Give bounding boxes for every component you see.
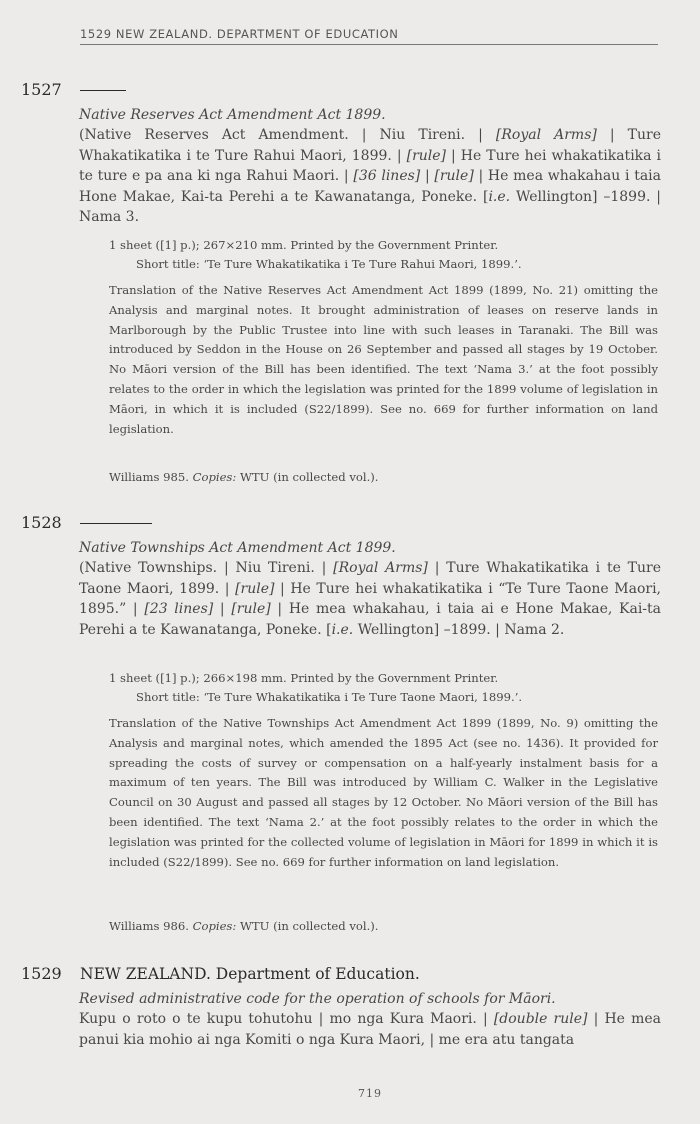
entry-description: Kupu o roto o te kupu tohutohu | mo nga Kura Maori. | [double rule] | He mea panui kia mohio ai nga Komiti o nga Kura Maori, | me era atu tangata: [79, 1011, 662, 1048]
short-title: Short title: ‘Te Ture Whakatikatika i Te Ture Taone Maori, 1899.’.: [136, 690, 523, 704]
entry-note: Translation of the Native Townships Act Amendment Act 1899 (1899, No. 9) omitting the Analysis and marginal notes, which amended the 1895 Act (see no. 1436). It provided for spreading the costs of survey or compensation on a half-yearly instalment basis for a maximum of ten years. The Bill was introduced by William C. Walker in the Legislative Council on 30 August and passed all stages by 12 October. No Māori version of the Bill has been identified. The text ‘Nama 2.’ at the foot possibly relates to the order in which the legislation was printed for the collected volume of legislation in Māori for 1899 in which it is included (S22/1899). See no. 669 for further information on land legislation.: [109, 716, 658, 869]
entry-references: Williams 985. Copies: WTU (in collected vol.).: [109, 470, 379, 484]
short-title: Short title: ‘Te Ture Whakatikatika i Te Ture Rahui Maori, 1899.’.: [136, 257, 522, 271]
physical-description: 1 sheet ([1] p.); 267×210 mm. Printed by the Government Printer.: [109, 238, 499, 252]
author-dash: [80, 523, 152, 524]
entry-description: (Native Reserves Act Amendment. | Niu Tireni. | [Royal Arms] | Ture Whakatikatika i te Ture Rahui Maori, 1899. | [rule] | He Ture hei whakatikatika i te ture e pa ana ki nga Rahui Maori. | [36 lines] | [rule] | He mea whakahau i taia Hone Makae, Kai-ta Perehi a te Kawanatanga, Poneke. [i.e. Wellington] –1899. | Nama 3.: [79, 127, 662, 225]
entry-heading: NEW ZEALAND. Department of Education.: [80, 965, 420, 983]
entry-title: Native Townships Act Amendment Act 1899.: [79, 540, 396, 556]
entry-number: 1529: [21, 964, 62, 983]
entry-references: Williams 986. Copies: WTU (in collected vol.).: [109, 919, 379, 933]
entry-title: Revised administrative code for the operation of schools for Māori.: [79, 991, 556, 1007]
entry-number: 1528: [21, 513, 62, 532]
entry-number: 1527: [21, 80, 62, 99]
entry-title: Native Reserves Act Amendment Act 1899.: [79, 107, 386, 123]
running-head: 1529 NEW ZEALAND. DEPARTMENT OF EDUCATION: [80, 27, 658, 45]
entry-description: (Native Townships. | Niu Tireni. | [Royal Arms] | Ture Whakatikatika i te Ture Taone Maori, 1899. | [rule] | He Ture hei whakatikatika i “Te Ture Taone Maori, 1895.” | [23 lines] | [rule] | He mea whakahau, i taia ai e Hone Makae, Kai-ta Perehi a te Kawanatanga, Poneke. [i.e. Wellington] –1899. | Nama 2.: [79, 560, 662, 638]
page-number: 719: [358, 1087, 382, 1100]
entry-note: Translation of the Native Reserves Act Amendment Act 1899 (1899, No. 21) omitting the Analysis and marginal notes. It brought administration of leases on reserve lands in Marlborough by the Public Trustee into line with such leases in Taranaki. The Bill was introduced by Seddon in the House on 26 September and passed all stages by 19 October. No Māori version of the Bill has been identified. The text ‘Nama 3.’ at the foot possibly relates to the order in which the legislation was printed for the 1899 volume of legislation in Māori, in which it is included (S22/1899). See no. 669 for further information on land legislation.: [109, 283, 658, 436]
author-dash: [80, 90, 126, 91]
physical-description: 1 sheet ([1] p.); 266×198 mm. Printed by the Government Printer.: [109, 671, 499, 685]
